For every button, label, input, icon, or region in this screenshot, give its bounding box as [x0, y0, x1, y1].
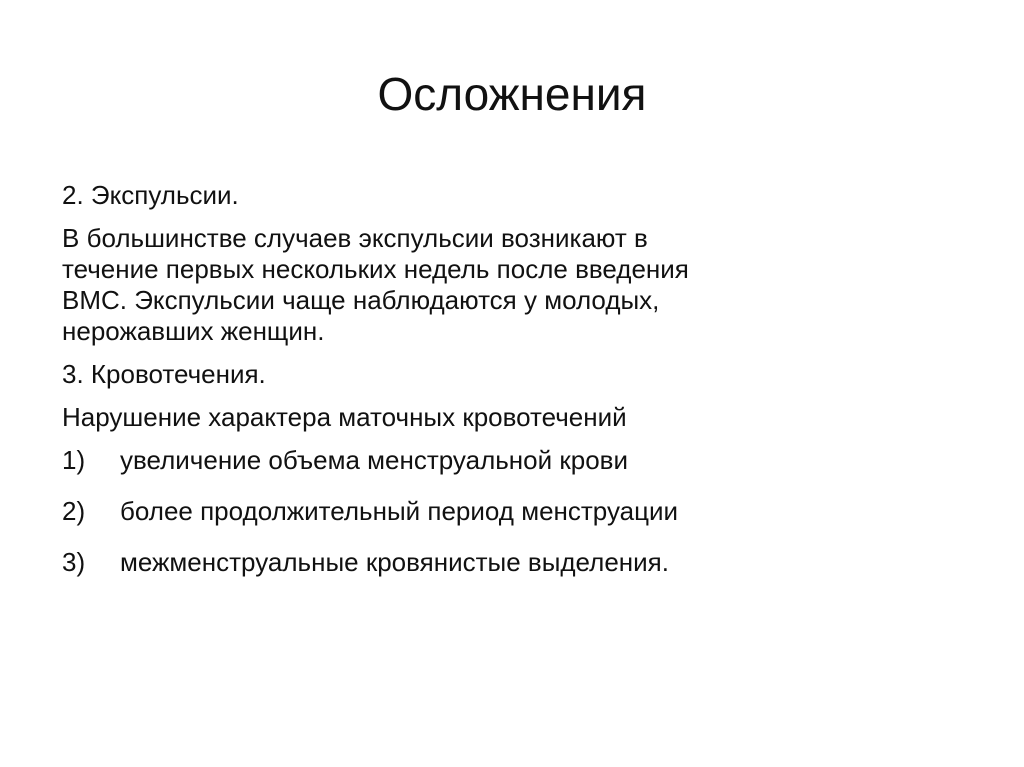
- list-item-number: 3): [62, 547, 86, 577]
- paragraph-line: В большинстве случаев экспульсии возникают в: [62, 223, 648, 253]
- list-item-number: 1): [62, 445, 86, 475]
- list-item-text: увеличение объема менструальной крови: [120, 445, 628, 475]
- list-item: [62, 496, 952, 527]
- list-item: [62, 445, 952, 476]
- expulsions-paragraph: [62, 223, 952, 347]
- list-item-number: 2): [62, 496, 86, 526]
- slide-title: Осложнения: [377, 68, 647, 120]
- bleeding-paragraph: Нарушение характера маточных кровотечений: [62, 402, 627, 432]
- section-heading-expulsions: 2. Экспульсии.: [62, 180, 239, 210]
- slide-body: [62, 180, 952, 598]
- list-item-text: межменструальные кровянистые выделения.: [120, 547, 669, 577]
- paragraph-line: нерожавших женщин.: [62, 316, 325, 346]
- paragraph-line: течение первых нескольких недель после введения: [62, 254, 689, 284]
- list-item-text: более продолжительный период менструации: [120, 496, 679, 526]
- section-heading-bleeding: 3. Кровотечения.: [62, 359, 266, 389]
- paragraph-line: ВМС. Экспульсии чаще наблюдаются у молодых,: [62, 285, 660, 315]
- list-item: [62, 547, 952, 578]
